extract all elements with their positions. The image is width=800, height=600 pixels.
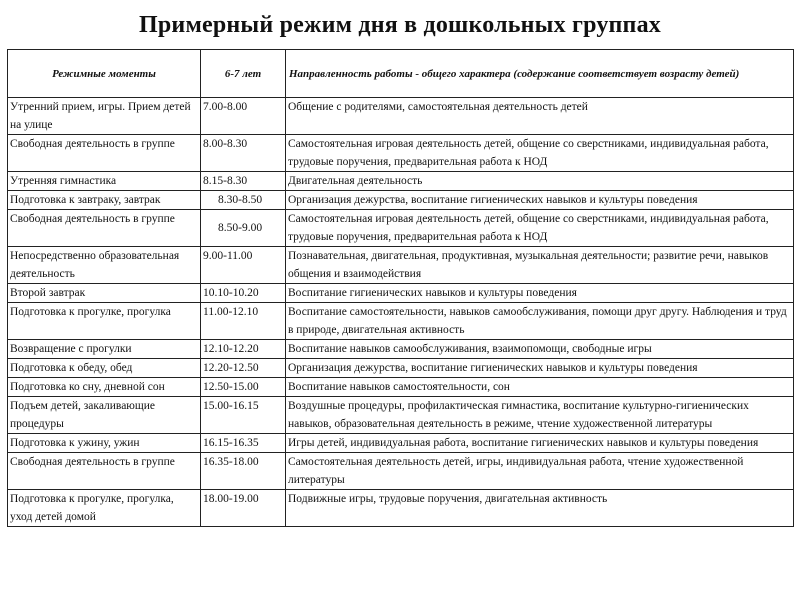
cell-direction: Воспитание навыков самообслуживания, взаимопомощи, свободные игры	[286, 340, 794, 359]
cell-time: 7.00-8.00	[201, 98, 286, 135]
table-row	[8, 172, 794, 191]
cell-direction: Организация дежурства, воспитание гигиенических навыков и культуры поведения	[286, 191, 794, 210]
cell-direction: Игры детей, индивидуальная работа, воспитание гигиенических навыков и культуры поведения	[286, 434, 794, 453]
table-row	[8, 490, 794, 527]
cell-moment: Возвращение с прогулки	[8, 340, 201, 359]
cell-moment: Подготовка к ужину, ужин	[8, 434, 201, 453]
cell-direction: Самостоятельная деятельность детей, игры, индивидуальная работа, чтение художественной литературы	[286, 453, 794, 490]
table-row	[8, 453, 794, 490]
cell-moment: Свободная деятельность в группе	[8, 453, 201, 490]
table-row	[8, 434, 794, 453]
table-row	[8, 303, 794, 340]
schedule-table	[7, 49, 794, 527]
cell-moment: Подготовка к обеду, обед	[8, 359, 201, 378]
cell-time: 16.35-18.00	[201, 453, 286, 490]
cell-direction: Воспитание навыков самостоятельности, сон	[286, 378, 794, 397]
cell-moment: Свободная деятельность в группе	[8, 135, 201, 172]
header-age: 6-7 лет	[201, 50, 286, 98]
cell-direction: Воспитание самостоятельности, навыков самообслуживания, помощи друг другу. Наблюдения и труд в природе, двигательная активность	[286, 303, 794, 340]
cell-direction: Самостоятельная игровая деятельность детей, общение со сверстниками, индивидуальная работа, трудовые поручения, предварительная работа к НОД	[286, 135, 794, 172]
cell-time: 8.15-8.30	[201, 172, 286, 191]
cell-time: 8.00-8.30	[201, 135, 286, 172]
table-row	[8, 284, 794, 303]
cell-time: 8.30-8.50	[201, 191, 286, 210]
cell-moment: Подготовка к прогулке, прогулка, уход детей домой	[8, 490, 201, 527]
cell-time: 15.00-16.15	[201, 397, 286, 434]
table-row	[8, 397, 794, 434]
cell-moment: Подготовка к прогулке, прогулка	[8, 303, 201, 340]
cell-moment: Свободная деятельность в группе	[8, 210, 201, 247]
cell-moment: Подготовка к завтраку, завтрак	[8, 191, 201, 210]
cell-time: 10.10-10.20	[201, 284, 286, 303]
table-header-row	[8, 50, 794, 98]
cell-time: 8.50-9.00	[201, 210, 286, 247]
cell-direction: Воспитание гигиенических навыков и культуры поведения	[286, 284, 794, 303]
header-moments: Режимные моменты	[8, 50, 201, 98]
table-row	[8, 247, 794, 284]
cell-time: 16.15-16.35	[201, 434, 286, 453]
table-row	[8, 135, 794, 172]
table-row	[8, 378, 794, 397]
cell-time: 9.00-11.00	[201, 247, 286, 284]
table-row	[8, 340, 794, 359]
cell-direction: Двигательная деятельность	[286, 172, 794, 191]
cell-moment: Непосредственно образовательная деятельность	[8, 247, 201, 284]
cell-moment: Утренняя гимнастика	[8, 172, 201, 191]
cell-direction: Общение с родителями, самостоятельная деятельность детей	[286, 98, 794, 135]
header-direction: Направленность работы - общего характера (содержание соответствует возрасту детей)	[286, 50, 794, 98]
table-row	[8, 359, 794, 378]
cell-direction: Организация дежурства, воспитание гигиенических навыков и культуры поведения	[286, 359, 794, 378]
cell-direction: Познавательная, двигательная, продуктивная, музыкальная деятельности; развитие речи, навыков общения и взаимодействия	[286, 247, 794, 284]
cell-moment: Утренний прием, игры. Прием детей на улице	[8, 98, 201, 135]
cell-time: 18.00-19.00	[201, 490, 286, 527]
cell-time: 12.20-12.50	[201, 359, 286, 378]
page-title: Примерный режим дня в дошкольных группах	[139, 12, 661, 38]
cell-time: 12.50-15.00	[201, 378, 286, 397]
cell-direction: Самостоятельная игровая деятельность детей, общение со сверстниками, индивидуальная работа, трудовые поручения, предварительная работа к НОД	[286, 210, 794, 247]
table-row	[8, 191, 794, 210]
cell-moment: Подъем детей, закаливающие процедуры	[8, 397, 201, 434]
cell-time: 12.10-12.20	[201, 340, 286, 359]
cell-moment: Второй завтрак	[8, 284, 201, 303]
cell-moment: Подготовка ко сну, дневной сон	[8, 378, 201, 397]
cell-time: 11.00-12.10	[201, 303, 286, 340]
table-row	[8, 98, 794, 135]
cell-direction: Подвижные игры, трудовые поручения, двигательная активность	[286, 490, 794, 527]
table-row	[8, 210, 794, 247]
cell-direction: Воздушные процедуры, профилактическая гимнастика, воспитание культурно-гигиенических навыков, образовательная деятельность в режиме, чтение художественной литературы	[286, 397, 794, 434]
